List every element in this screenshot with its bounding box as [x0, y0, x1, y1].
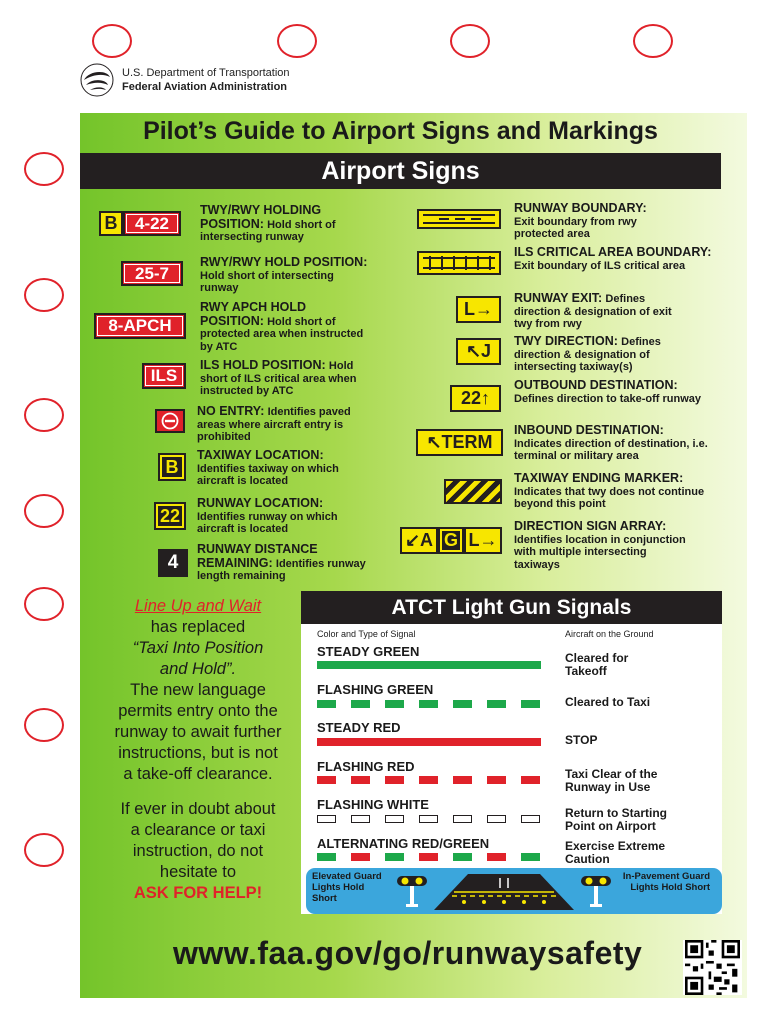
binder-hole [24, 833, 64, 867]
runway-hold-line-icon [434, 872, 574, 910]
binder-hole [24, 398, 64, 432]
page-title: Pilot’s Guide to Airport Signs and Markings [143, 117, 658, 145]
airport-signs-header: Airport Signs [80, 153, 721, 189]
signal-flash-segment [351, 700, 370, 708]
signal-name: ALTERNATING RED/GREEN [317, 836, 490, 851]
signal-flash-segment [317, 815, 336, 823]
signal-flash-segment [351, 815, 370, 823]
signal-flash-segment [521, 700, 540, 708]
sign-desc-holding: TWY/RWY HOLDING POSITION: Hold short of intersecting runway [200, 203, 336, 243]
sign-desc-inbound: INBOUND DESTINATION: Indicates direction of destination, i.e. terminal or military area [514, 423, 708, 462]
dept-name: U.S. Department of Transportation [122, 67, 290, 79]
signal-flash-segment [385, 853, 404, 861]
sign-twy-b: B [99, 211, 123, 236]
signal-name: FLASHING RED [317, 759, 415, 774]
signal-flash-segment [521, 815, 540, 823]
signal-flash-segment [351, 853, 370, 861]
signal-flash-segment [385, 700, 404, 708]
sign-desc-runway-location: RUNWAY LOCATION: Identifies runway on which aircraft is located [197, 496, 338, 535]
sign-desc-rwy-hold: RWY/RWY HOLD POSITION: Hold short of intersecting runway [200, 255, 368, 294]
signal-flash-segment [385, 815, 404, 823]
signal-flash-segment [487, 853, 506, 861]
signal-flash-segment [487, 776, 506, 784]
signal-meaning: Cleared to Taxi [565, 695, 651, 709]
sign-desc-taxiway-location: TAXIWAY LOCATION: Identifies taxiway on which aircraft is located [197, 448, 339, 487]
sign-runway-location: 22 [154, 502, 186, 530]
sign-desc-runway-exit: RUNWAY EXIT: Defines direction & designation of exit twy from rwy [514, 291, 672, 330]
atct-header: ATCT Light Gun Signals [301, 591, 722, 624]
signal-meaning: Return to Starting Point on Airport [565, 806, 667, 833]
sign-distance-remaining: 4 [158, 549, 188, 577]
sign-runway-boundary [417, 209, 501, 229]
sign-desc-apch: RWY APCH HOLD POSITION: Hold short of protected area when instructed by ATC [200, 300, 364, 353]
binder-hole [24, 587, 64, 621]
signal-flash-segment [521, 776, 540, 784]
sign-desc-distance: RUNWAY DISTANCE REMAINING: Identifies runway length remaining [197, 542, 366, 582]
sign-outbound: 22↑ [450, 385, 501, 412]
runway-safety-url[interactable]: www.faa.gov/go/runwaysafety [173, 935, 643, 971]
binder-hole [450, 24, 490, 58]
admin-name: Federal Aviation Administration [122, 81, 288, 93]
atct-col-signal: Color and Type of Signal [317, 629, 416, 639]
dot-logo-icon [80, 63, 114, 97]
sign-array-g: G [438, 527, 464, 554]
sign-desc-runway-boundary: RUNWAY BOUNDARY: Exit boundary from rwy protected area [514, 201, 647, 240]
sign-runway-exit: L→ [456, 296, 501, 323]
binder-hole [92, 24, 132, 58]
sign-desc-direction-array: DIRECTION SIGN ARRAY: Identifies location in conjunction with multiple intersecting taxiways [514, 519, 686, 571]
signal-flash-segment [453, 853, 472, 861]
sign-taxiway-ending [444, 479, 502, 504]
signal-flash-segment [521, 853, 540, 861]
no-entry-icon [159, 412, 181, 430]
signal-bar-alternating [317, 853, 541, 861]
sign-desc-ils-boundary: ILS CRITICAL AREA BOUNDARY: Exit boundary of ILS critical area [514, 245, 712, 272]
sign-array-a: ↙A [400, 527, 438, 554]
binder-hole [24, 278, 64, 312]
signal-meaning: Taxi Clear of the Runway in Use [565, 767, 658, 794]
binder-hole [24, 494, 64, 528]
sign-desc-outbound: OUTBOUND DESTINATION: Defines direction to take-off runway [514, 378, 702, 405]
signal-flash-segment [317, 776, 336, 784]
binder-hole [24, 152, 64, 186]
signal-flash-segment [453, 700, 472, 708]
signal-flash-segment [317, 853, 336, 861]
sign-rwy-4-22: 4-22 [123, 211, 181, 236]
sign-inbound: ↖TERM [416, 429, 503, 456]
signal-flash-segment [453, 776, 472, 784]
sign-8-apch: 8-APCH [94, 313, 186, 339]
signal-name: STEADY RED [317, 720, 401, 735]
guard-lights-strip [306, 868, 722, 914]
atct-light-gun-signals [301, 591, 722, 914]
elevated-guard-lights-icon [394, 872, 430, 910]
signal-bar-flashing-green [317, 700, 541, 708]
binder-hole [277, 24, 317, 58]
signal-flash-segment [419, 700, 438, 708]
signal-meaning: STOP [565, 733, 598, 747]
sign-twy-direction: ↖J [456, 338, 501, 365]
guard-right-text: In-Pavement Guard Lights Hold Short [622, 871, 710, 893]
signal-bar-steady-green [317, 661, 541, 669]
line-up-and-wait-note: Line Up and Wait has replaced “Taxi Into Position and Hold”. The new language permits entry onto the runway to await further instructions, but is not a take-off clearance. If ever in doubt about a clearance or taxi instruction, do not hesitate to ASK FOR HELP! [114, 597, 282, 902]
signal-flash-segment [385, 776, 404, 784]
sign-desc-taxiway-ending: TAXIWAY ENDING MARKER: Indicates that twy does not continue beyond this point [514, 471, 705, 510]
signal-name: FLASHING GREEN [317, 682, 434, 697]
binder-hole [633, 24, 673, 58]
binder-hole [24, 708, 64, 742]
signal-meaning: Cleared for Takeoff [565, 651, 629, 678]
signal-name: FLASHING WHITE [317, 797, 429, 812]
signal-bar-flashing-white [317, 815, 541, 823]
guard-left-text: Elevated Guard Lights Hold Short [312, 871, 382, 904]
sign-no-entry [155, 409, 185, 433]
signal-flash-segment [419, 853, 438, 861]
qr-code-icon[interactable] [683, 940, 742, 995]
signal-flash-segment [419, 776, 438, 784]
signal-flash-segment [351, 776, 370, 784]
sign-array-l: L→ [464, 527, 502, 554]
sign-taxiway-location: B [158, 453, 186, 481]
sign-ils: ILS [142, 363, 186, 389]
signal-flash-segment [487, 815, 506, 823]
signal-bar-flashing-red [317, 776, 541, 784]
sign-desc-twy-direction: TWY DIRECTION: Defines direction & designation of intersecting taxiway(s) [514, 334, 661, 373]
signal-bar-steady-red [317, 738, 541, 746]
signal-flash-segment [453, 815, 472, 823]
signal-flash-segment [419, 815, 438, 823]
sign-25-7: 25-7 [121, 261, 183, 286]
sign-ils-boundary [417, 251, 501, 275]
atct-col-aircraft: Aircraft on the Ground [565, 629, 654, 639]
in-pavement-guard-lights-icon [578, 872, 614, 910]
signal-meaning: Exercise Extreme Caution [565, 839, 666, 866]
sign-desc-no-entry: NO ENTRY: Identifies paved areas where aircraft entry is prohibited [197, 404, 351, 443]
signal-flash-segment [317, 700, 336, 708]
sign-desc-ils: ILS HOLD POSITION: Hold short of ILS critical area when instructed by ATC [200, 358, 357, 397]
faa-header [80, 60, 380, 100]
signal-name: STEADY GREEN [317, 644, 420, 659]
signal-flash-segment [487, 700, 506, 708]
